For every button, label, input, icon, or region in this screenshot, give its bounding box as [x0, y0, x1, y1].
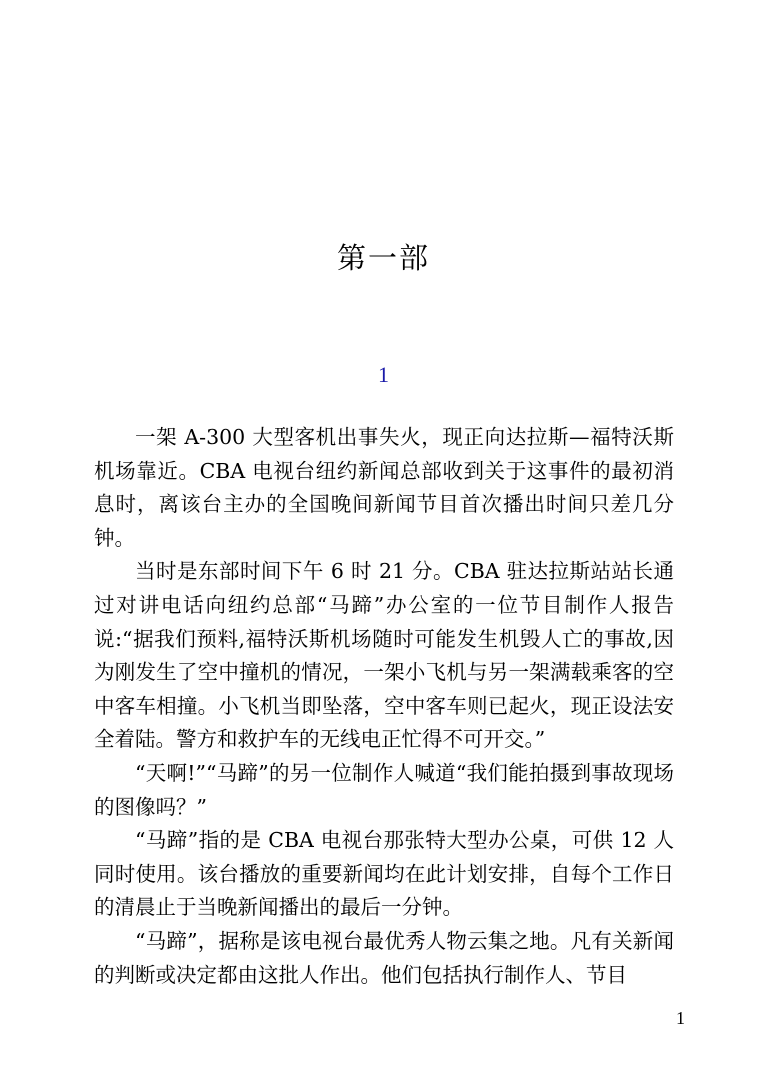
chapter-number: 1 [378, 362, 389, 387]
part-title: 第一部 [336, 241, 430, 275]
paragraph: “马蹄”指的是 CBA 电视台那张特大型办公桌，可供 12 人同时使用。该台播放的重要新闻均在此计划安排，自每个工作日的清晨止于当晚新闻播出的最后一分钟。 [94, 828, 674, 920]
paragraph: “天啊!”“马蹄”的另一位制作人喊道“我们能拍摄到事故现场的图像吗？” [94, 760, 674, 819]
body-text [94, 421, 674, 992]
paragraph: 一架 A-300 大型客机出事失火，现正向达拉斯—福特沃斯机场靠近。CBA 电视台纽约新闻总部收到关于这事件的最初消息时，离该台主办的全国晚间新闻节目首次播出时间只差几分钟。 [94, 425, 674, 550]
paragraph: 当时是东部时间下午 6 时 21 分。CBA 驻达拉斯站站长通过对讲电话向纽约总部“马蹄”办公室的一位节目制作人报告说:“据我们预料,福特沃斯机场随时可能发生机毁人亡的事故,因为刚发生了空中撞机的情况，一架小飞机与另一架满载乘客的空中客车相撞。小飞机当即坠落，空中客车则已起火，现正设法安全着陆。警方和救护车的无线电正忙得不可开交。” [94, 559, 674, 752]
page-number: 1 [676, 1008, 685, 1028]
paragraph: “马蹄”，据称是该电视台最优秀人物云集之地。凡有关新闻的判断或决定都由这批人作出。他们包括执行制作人、节目 [94, 928, 674, 987]
